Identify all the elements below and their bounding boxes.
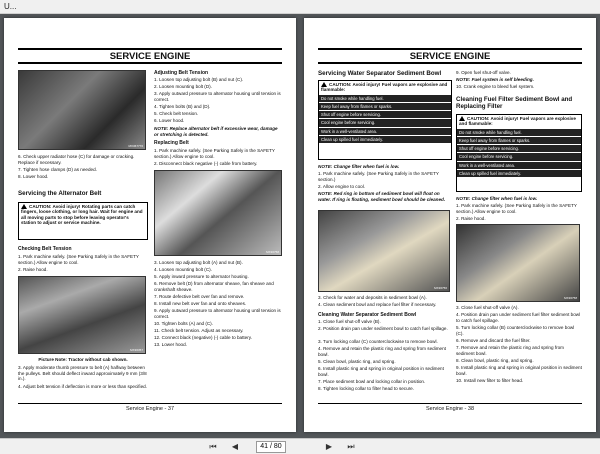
replace-step-6: 6. Remove belt (D) from alternator sheave, fan sheave and crankshaft sheave. — [154, 281, 274, 292]
caution-item: Do not smoke while handling fuel. — [319, 95, 451, 102]
page-number-input[interactable]: 41 / 80 — [256, 441, 286, 453]
replace-step-3: 3. Loosen top adjusting bolt (A) and nut (B). — [154, 260, 243, 265]
caution-box — [318, 80, 452, 160]
step-4: 4. Clean sediment bowl and replace fuel filter if necessary. — [318, 302, 437, 307]
step-8: 8. Lower hood. — [18, 174, 49, 179]
replace-step-4: 4. Loosen mounting bolt (C). — [154, 267, 212, 272]
first-page-button[interactable]: ⏮ — [209, 442, 217, 451]
subsection-title: Checking Belt Tension — [18, 246, 72, 252]
clean-step-2: 2. Position drain pan under sediment bowl to catch fuel spillage. — [318, 326, 448, 331]
previous-page-button[interactable]: ◀ — [231, 442, 239, 451]
picture-note: Picture Note: Tractor without cab shown. — [38, 357, 128, 362]
caution-item: Cool engine before servicing. — [319, 119, 451, 126]
replace-step-1: 1. Park machine safely. (See Parking Safely in the SAFETY section.) Allow engine to cool. — [154, 148, 275, 159]
clean-step-1: 1. Close fuel shut-off valve (B). — [318, 319, 381, 324]
photo-code: MX36758 — [564, 296, 577, 300]
filter-step-5: 5. Turn locking collar (B) counterclockwise to remove bowl (C). — [456, 325, 575, 336]
page-footer: Service Engine - 38 — [318, 403, 582, 412]
check-step-1: 1. Park machine safely. (See Parking Safely in the SAFETY section.) Allow engine to cool. — [18, 254, 139, 265]
section-title: Servicing the Alternator Belt — [18, 190, 102, 197]
step-2: 2. Allow engine to cool. — [318, 184, 365, 189]
note: NOTE: Change filter when fuel is low. — [318, 164, 400, 169]
adjust-step-1: 1. Loosen top adjusting bolt (B) and nut (C). — [154, 77, 244, 82]
adjust-step-4: 4. Tighten bolts (B) and (D). — [154, 104, 211, 109]
replace-step-2: 2. Disconnect black negative (-) cable from battery. — [154, 161, 258, 166]
adjust-step-5: 5. Check belt tension. — [154, 111, 199, 116]
replace-step-5: 5. Apply inward pressure to alternator housing. — [154, 274, 249, 279]
caution-item: Shut off engine before servicing. — [457, 145, 581, 152]
page-footer: Service Engine - 37 — [18, 403, 282, 412]
caution-box — [456, 114, 582, 192]
section-title: Cleaning Fuel Filter Sediment Bowl and Replacing Filter — [456, 96, 573, 110]
window-title: U... — [4, 2, 17, 11]
filter-step-4: 4. Position drain pan under sediment fuel filter sediment bowl to catch fuel spillage. — [456, 312, 581, 323]
clean-step-6: 6. Install plastic ring and spring in original position in sediment bowl. — [318, 366, 444, 377]
replace-step-9: 9. Apply outward pressure to alternator housing until tension is correct. — [154, 308, 281, 319]
photo-code: MX36357 — [130, 348, 143, 352]
replace-step-11: 11. Check belt tension. Adjust as necessary. — [154, 328, 244, 333]
note: NOTE: Change filter when fuel is low. — [456, 196, 538, 201]
filter-step-10: 10. Install new filter to filter head. — [456, 378, 524, 383]
caution-item: Work in a well-ventilated area. — [319, 128, 451, 135]
adjust-step-6: 6. Lower hood. — [154, 118, 185, 123]
caution-box — [18, 202, 148, 240]
replace-step-10: 10. Tighten bolts (A) and (C). — [154, 321, 213, 326]
fuel-filter-photo — [456, 224, 580, 302]
caution-title: CAUTION: Avoid injury! Fuel vapors are explosive and flammable: — [321, 82, 448, 93]
note: NOTE: Replace alternator belt if excessive wear, damage or stretching is detected. — [154, 126, 278, 137]
document-viewer[interactable] — [0, 14, 600, 438]
warning-icon — [459, 116, 465, 121]
step-7: 7. Tighten hose clamps (D) as needed. — [18, 167, 97, 172]
caution-item: Do not smoke while handling fuel. — [457, 129, 581, 136]
caution-title: CAUTION: Avoid injury! Fuel vapors are explosive and flammable: — [459, 116, 576, 127]
page-38 — [304, 18, 596, 432]
window-titlebar — [0, 0, 600, 14]
caution-item: Clean up spilled fuel immediately. — [319, 136, 451, 143]
next-page-button[interactable]: ▶ — [325, 442, 333, 451]
warning-icon — [21, 204, 27, 209]
clean-step-4: 4. Remove and retain the plastic ring and spring from sediment bowl. — [318, 346, 446, 357]
last-page-button[interactable]: ⏭ — [347, 442, 355, 451]
replace-step-13: 13. Lower hood. — [154, 342, 187, 347]
clean-step-10: 10. Crank engine to bleed fuel system. — [456, 84, 535, 89]
filter-step-6: 6. Remove and discard the fuel filter. — [456, 338, 531, 343]
subsection-title: Adjusting Belt Tension — [154, 70, 209, 76]
filter-step-9: 9. Install plastic ring and spring in original position in sediment bowl. — [456, 365, 582, 376]
alternator-photo — [18, 276, 146, 354]
radiator-photo — [18, 70, 146, 150]
step-6: 6. Check upper radiator hose (C) for damage or cracking. Replace if necessary. — [18, 154, 135, 165]
belt-photo — [154, 170, 282, 256]
caution-text: CAUTION: Avoid injury! Rotating parts can catch fingers, loose clothing, or long hair. Wait for engine and all moving parts to stop before leaving operator's station to adjust or service machine. — [21, 204, 143, 226]
subsection-title: Cleaning Water Separator Sediment Bowl — [318, 312, 417, 318]
caution-item: Keep fuel away from flames or sparks. — [457, 137, 581, 144]
caution-item: Clean up spilled fuel immediately. — [457, 170, 581, 177]
filter-step-2: 2. Raise hood. — [456, 216, 486, 221]
step-3: 3. Check for water and deposits in sediment bowl (A). — [318, 295, 427, 300]
adjust-step-2: 2. Loosen mounting bolt (D). — [154, 84, 212, 89]
photo-code: MX367776 — [128, 144, 143, 148]
replace-step-12: 12. Connect black (negative) (-) cable to battery. — [154, 335, 252, 340]
step-1: 1. Park machine safely. (See Parking Safely in the SAFETY section.) — [318, 171, 439, 182]
clean-step-7: 7. Place sediment bowl and locking collar in position. — [318, 379, 426, 384]
caution-item: Work in a well-ventilated area. — [457, 162, 581, 169]
caution-item: Cool engine before servicing. — [457, 153, 581, 160]
caution-item: Keep fuel away from flames or sparks. — [319, 103, 451, 110]
replace-step-8: 8. Install new belt over fan and onto sheaves. — [154, 301, 247, 306]
photo-code: MX36758 — [266, 250, 279, 254]
clean-step-8: 8. Tighten locking collar to filter head to secure. — [318, 386, 415, 391]
page-navigation-toolbar — [0, 438, 600, 454]
replace-step-7: 7. Route defective belt over fan and remove. — [154, 294, 245, 299]
filter-step-3: 3. Close fuel shut-off valve (A). — [456, 305, 519, 310]
check-step-2: 2. Raise hood. — [18, 267, 48, 272]
photo-code: MX36756 — [434, 286, 447, 290]
clean-step-5: 5. Clean bowl, plastic ring, and spring. — [318, 359, 396, 364]
note: NOTE: Fuel system is self bleeding. — [456, 77, 534, 82]
filter-step-8: 8. Clean bowl, plastic ring, and spring. — [456, 358, 534, 363]
note: NOTE: Red ring in bottom of sediment bowl will float on water. If ring is floating, sediment bowl should be cleaned. — [318, 191, 446, 202]
page-header: SERVICE ENGINE — [318, 48, 582, 64]
check-step-3: 3. Apply moderate thumb pressure to belt (A) halfway between the pulleys. Belt should deflect inward approximately 9 mm (3/8 in.). — [18, 365, 147, 382]
filter-step-1: 1. Park machine safely. (See Parking Safely in the SAFETY section.) Allow engine to cool. — [456, 203, 577, 214]
page-37 — [4, 18, 296, 432]
section-title: Servicing Water Separator Sediment Bowl — [318, 70, 442, 77]
sediment-bowl-photo — [318, 210, 450, 292]
adjust-step-3: 3. Apply outward pressure to alternator housing until tension is correct. — [154, 91, 281, 102]
clean-step-3: 3. Turn locking collar (C) counterclockwise to remove bowl. — [318, 339, 438, 344]
warning-icon — [321, 82, 327, 87]
clean-step-9: 9. Open fuel shut-off valve. — [456, 70, 511, 75]
subsection-title: Replacing Belt — [154, 140, 189, 146]
filter-step-7: 7. Remove and retain the plastic ring and spring from sediment bowl. — [456, 345, 565, 356]
page-header: SERVICE ENGINE — [18, 48, 282, 64]
check-step-4: 4. Adjust belt tension if deflection is more or less than specified. — [18, 384, 147, 389]
caution-item: Shut off engine before servicing. — [319, 111, 451, 118]
